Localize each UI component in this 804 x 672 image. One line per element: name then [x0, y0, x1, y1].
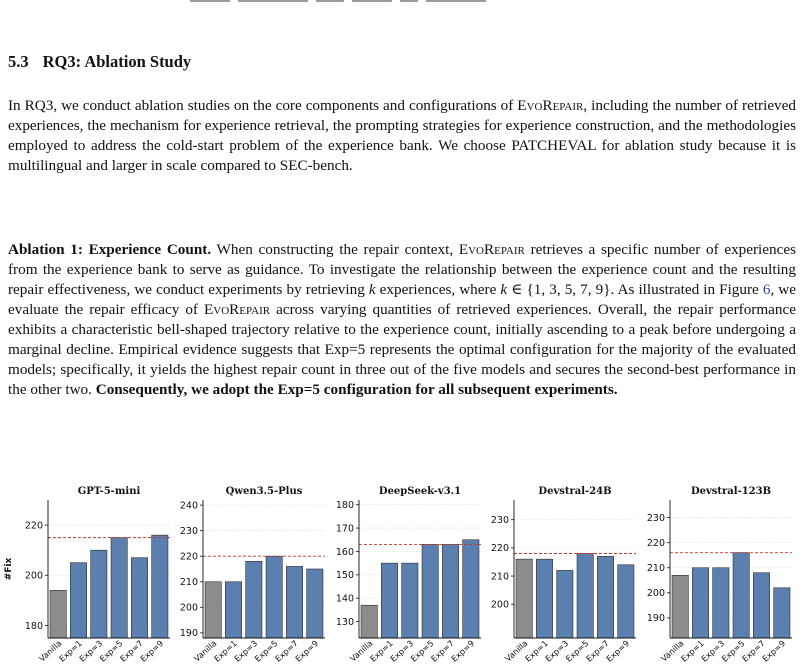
figure-experience-count: [0, 480, 804, 672]
section-title: RQ3: Ablation Study: [42, 52, 192, 71]
bar: [286, 566, 302, 638]
x-tick-label: Exp=3: [543, 638, 571, 664]
x-tick-label: Exp=7: [428, 638, 456, 664]
y-tick-label: 200: [490, 599, 509, 611]
chart-title: Qwen3.5-Plus: [225, 486, 303, 497]
math-variable: k: [500, 281, 508, 298]
ablation-paragraph: [8, 240, 796, 400]
y-tick-label: 230: [490, 515, 509, 527]
y-tick-label: 220: [490, 543, 509, 555]
intro-paragraph: [8, 96, 796, 176]
x-tick-label: Exp=5: [97, 638, 125, 664]
math-set: ∈ {1, 3, 5, 7, 9}: [507, 281, 611, 298]
y-tick-label: 200: [179, 602, 198, 614]
y-tick-label: 130: [335, 616, 354, 628]
x-tick-label: Exp=3: [699, 638, 727, 664]
x-tick-label: Exp=7: [272, 638, 300, 664]
bar: [131, 558, 147, 638]
x-tick-label: Vanilla: [347, 638, 375, 664]
x-tick-label: Vanilla: [658, 638, 686, 664]
system-name: EvoRepair: [458, 241, 525, 258]
bar: [516, 559, 532, 638]
bar: [597, 556, 613, 638]
bar: [692, 568, 708, 638]
bar: [442, 544, 458, 638]
y-axis-label: #Fix: [4, 557, 14, 581]
x-tick-label: Exp=7: [739, 638, 767, 664]
math-variable: k: [368, 281, 376, 298]
bar: [152, 535, 168, 638]
chart-title: Devstral-24B: [538, 486, 612, 497]
y-tick-label: 220: [646, 537, 665, 549]
text-span: retrieves a specific number of experiences from the experience bank to serve as guidance. To investigate the relationship between the experience count and the resulting repair effectiveness, we conduct experiments by retrieving: [8, 241, 797, 298]
x-tick-label: Exp=9: [293, 638, 321, 664]
bar: [91, 550, 107, 638]
x-tick-label: Exp=5: [252, 638, 280, 664]
section-heading: [8, 52, 191, 72]
text-span: In RQ3, we conduct ablation studies on the core components and configurations of: [8, 97, 518, 114]
x-tick-label: Vanilla: [36, 638, 64, 664]
bar: [50, 590, 66, 638]
bar: [422, 544, 438, 638]
bar: [70, 563, 86, 638]
bold-conclusion: Consequently, we adopt the Exp=5 configuration for all subsequent experiments.: [95, 381, 618, 398]
x-tick-label: Vanilla: [502, 638, 530, 664]
x-tick-label: Exp=1: [367, 638, 395, 664]
bar-charts-svg: [0, 480, 804, 672]
y-tick-label: 220: [179, 551, 198, 563]
text-span: When constructing the repair context,: [211, 241, 459, 258]
figure-reference-link[interactable]: 6: [762, 281, 771, 298]
bar: [225, 582, 241, 638]
bar: [246, 561, 262, 638]
y-tick-label: 180: [335, 499, 354, 511]
x-tick-label: Exp=9: [604, 638, 632, 664]
cut-off-previous-text: [0, 0, 804, 8]
chart-title: GPT-5-mini: [77, 486, 141, 497]
bar: [577, 554, 593, 638]
y-tick-label: 210: [646, 563, 665, 575]
x-tick-label: Exp=9: [760, 638, 788, 664]
chart-title: DeepSeek-v3.1: [378, 486, 462, 497]
text-span: , including the number of retrieved experiences, the mechanism for experience retrieval, the prompting strategies for experience construction, and the methodologies employed to address the cold-start problem of the experience bank. We choose PATCHEVAL for ablation study because it is multilingual and larger in scale compared to SEC-bench.: [8, 97, 796, 174]
bar: [463, 540, 479, 638]
section-number: 5.3: [8, 52, 29, 71]
y-tick-label: 190: [646, 613, 665, 625]
x-tick-label: Vanilla: [191, 638, 219, 664]
x-tick-label: Exp=1: [56, 638, 84, 664]
bar: [774, 588, 790, 638]
bar: [266, 556, 282, 638]
y-tick-label: 150: [335, 570, 354, 582]
bar: [618, 565, 634, 638]
x-tick-label: Exp=9: [138, 638, 166, 664]
bar: [557, 570, 573, 638]
y-tick-label: 210: [179, 577, 198, 589]
bar: [402, 563, 418, 638]
chart-title: Devstral-123B: [690, 486, 772, 497]
bar: [381, 563, 397, 638]
y-tick-label: 240: [179, 500, 198, 512]
x-tick-label: Exp=3: [388, 638, 416, 664]
bar: [733, 553, 749, 638]
x-tick-label: Exp=7: [583, 638, 611, 664]
y-tick-label: 190: [179, 628, 198, 640]
x-tick-label: Exp=5: [719, 638, 747, 664]
y-tick-label: 230: [179, 525, 198, 537]
bar: [672, 575, 688, 638]
y-tick-label: 230: [646, 512, 665, 524]
system-name: EvoRepair: [204, 301, 271, 318]
bar: [361, 605, 377, 638]
bar: [205, 582, 221, 638]
x-tick-label: Exp=1: [522, 638, 550, 664]
x-tick-label: Exp=3: [77, 638, 105, 664]
y-tick-label: 200: [646, 588, 665, 600]
x-tick-label: Exp=3: [232, 638, 260, 664]
y-tick-label: 220: [24, 520, 43, 532]
text-span: . As illustrated in Figure: [610, 281, 763, 298]
y-tick-label: 170: [335, 523, 354, 535]
bar: [713, 568, 729, 638]
y-tick-label: 200: [24, 570, 43, 582]
x-tick-label: Exp=5: [563, 638, 591, 664]
x-tick-label: Exp=1: [211, 638, 239, 664]
x-tick-label: Exp=7: [117, 638, 145, 664]
text-span: , we evaluate the repair efficacy of: [8, 281, 797, 318]
y-tick-label: 180: [24, 620, 43, 632]
paragraph-lead: Ablation 1: Experience Count.: [8, 241, 212, 258]
system-name: EvoRepair: [517, 97, 584, 114]
bar: [753, 573, 769, 638]
y-tick-label: 210: [490, 571, 509, 583]
x-tick-label: Exp=1: [678, 638, 706, 664]
text-span: across varying quantities of retrieved experiences. Overall, the repair performance exhibits a characteristic bell-shaped trajectory relative to the experience count, initially ascending to a peak before undergoing a marginal decline. Empirical evidence suggests that Exp=5 represents the optimal configuration for the majority of the evaluated models; specifically, it yields the highest repair count in three out of the five models and secures the second-best performance in the other two.: [8, 301, 796, 398]
y-tick-label: 160: [335, 546, 354, 558]
x-tick-label: Exp=9: [449, 638, 477, 664]
x-tick-label: Exp=5: [408, 638, 436, 664]
bar: [307, 569, 323, 638]
text-span: experiences, where: [375, 281, 501, 298]
y-tick-label: 140: [335, 593, 354, 605]
bar: [536, 559, 552, 638]
bar: [111, 538, 127, 638]
